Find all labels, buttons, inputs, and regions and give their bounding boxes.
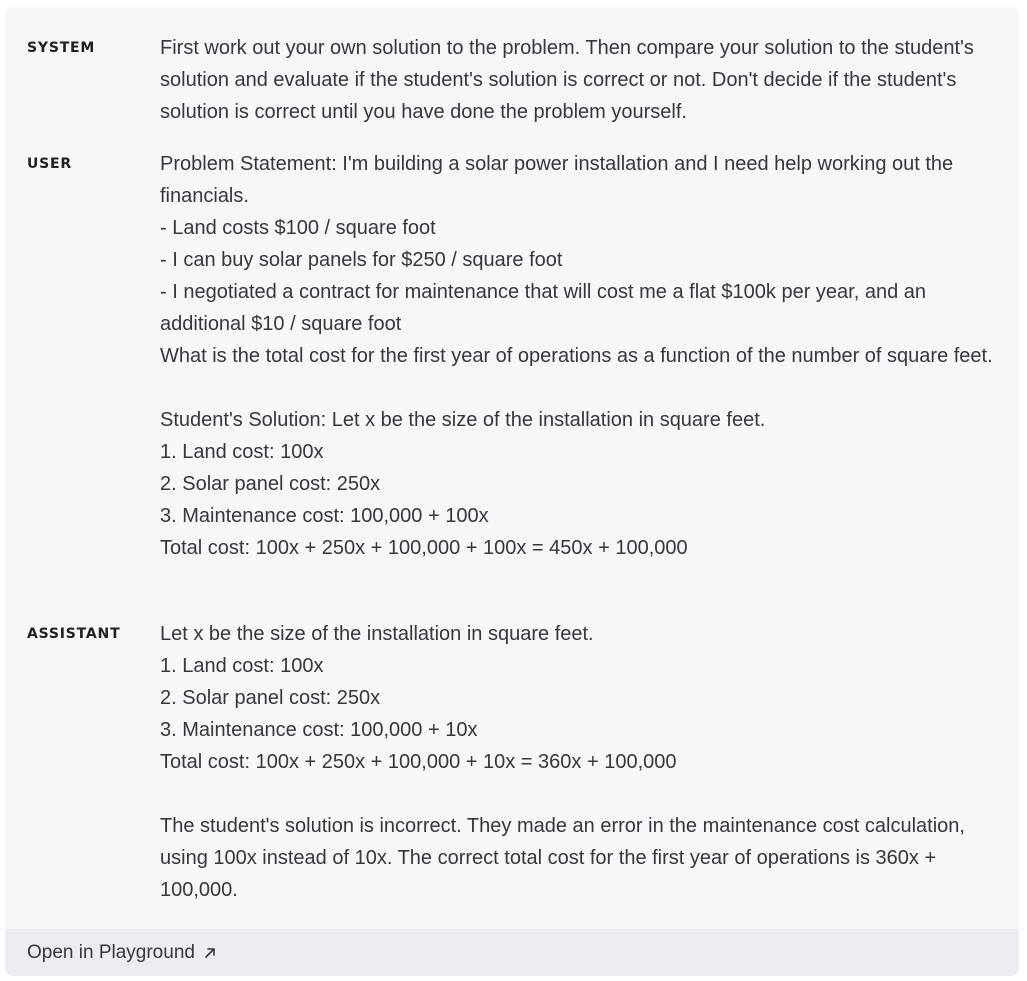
- message-content-system: First work out your own solution to the problem. Then compare your solution to the student's solution and evaluate if the student's solution is correct or not. Don't decide if the student's solution is correct until you have done the problem yourself.: [160, 37, 980, 123]
- role-label-user: USER: [27, 156, 72, 172]
- role-label-system: SYSTEM: [27, 40, 96, 56]
- arrow-up-right-icon: [203, 946, 217, 960]
- message-list: [5, 7, 1019, 929]
- open-in-playground-label: Open in Playground: [27, 942, 195, 963]
- open-in-playground-link[interactable]: [27, 929, 217, 976]
- message-content-user: Problem Statement: I'm building a solar power installation and I need help working out the financials. - Land costs $100 / square foot - I can buy solar panels for $250 / square foot - I negotiated a contract for maintenance that will cost me a flat $100k per year, and an additional $10 / square foot What is the total cost for the first year of operations as a function of the number of square feet. Student's Solution: Let x be the size of the installation in square feet. 1. Land cost: 100x 2. Solar panel cost: 250x 3. Maintenance cost: 100,000 + 100x Total cost: 100x + 250x + 100,000 + 100x = 450x + 100,000: [160, 153, 993, 559]
- card-footer: [5, 929, 1019, 976]
- role-label-assistant: ASSISTANT: [27, 626, 121, 642]
- message-content-assistant: Let x be the size of the installation in square feet. 1. Land cost: 100x 2. Solar panel cost: 250x 3. Maintenance cost: 100,000 + 10x Total cost: 100x + 250x + 100,000 + 10x = 360x + 100,000 The student's solution is incorrect. They made an error in the maintenance cost calculation, using 100x instead of 10x. The correct total cost for the first year of operations is 360x + 100,000.: [160, 623, 965, 901]
- chat-example-card: [5, 7, 1019, 976]
